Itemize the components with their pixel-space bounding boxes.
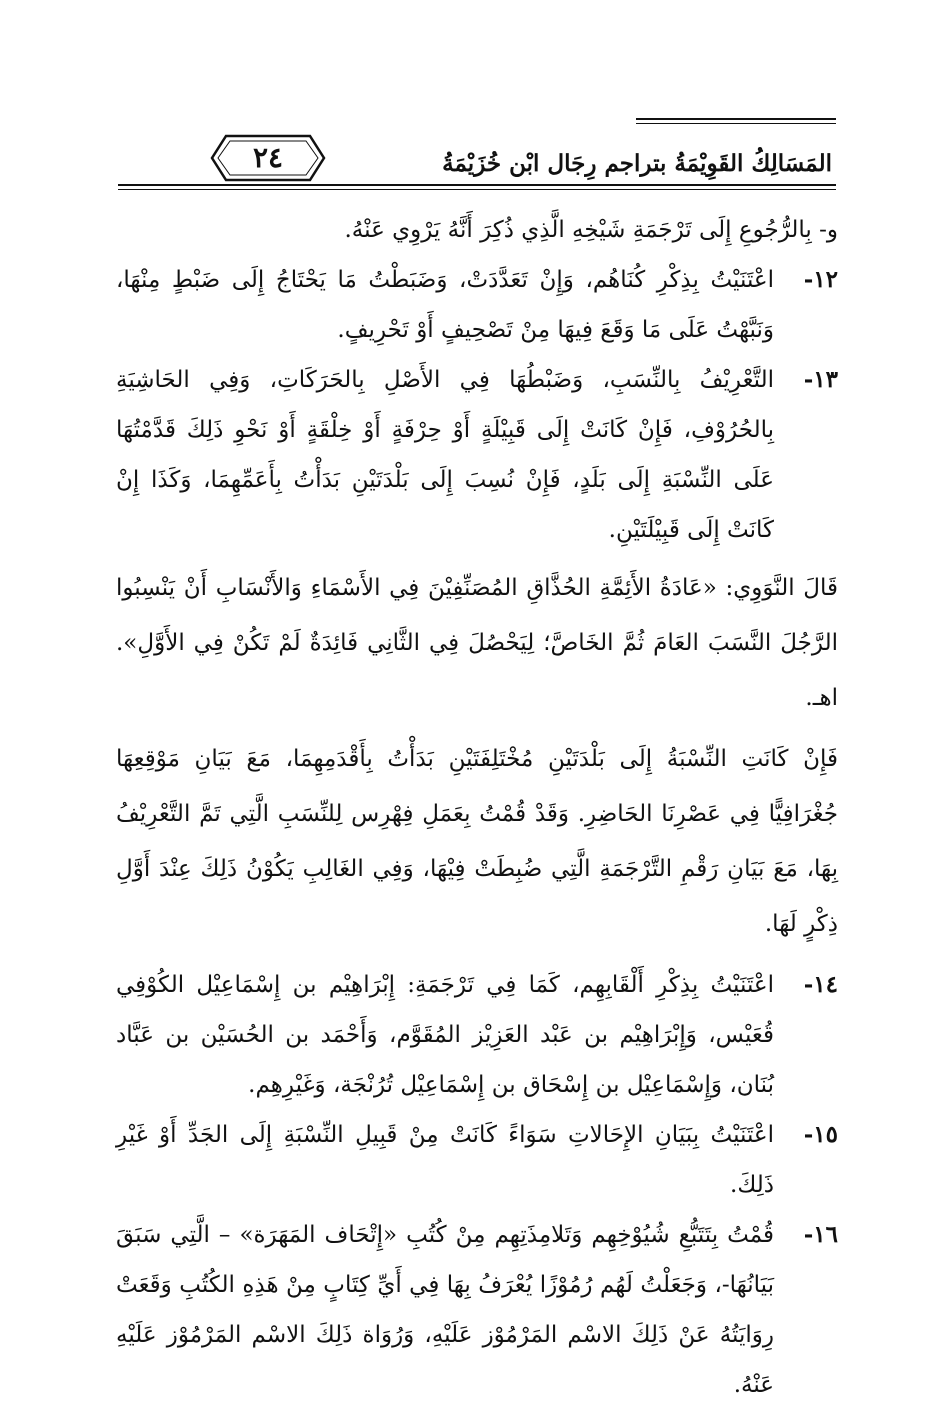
list-item-number: ١٢- [803, 266, 838, 293]
list-item-text: اعْتَنَيْتُ بِبَيَانِ الإِحَالاتِ سَوَاءً كَانَتْ مِنْ قَبِيلِ النِّسْبَةِ إِلَى الجَدِّ أَوْ غَيْرِ ذَلِكَ. [116, 1122, 774, 1198]
list-item-number: ١٣- [803, 366, 838, 393]
header-rule-top [636, 118, 836, 120]
quote-paragraph: قَالَ النَّوَوِي: «عَادَةُ الأَئِمَّةِ الحُذَّاقِ المُصَنِّفِيْنَ فِي الأَسْمَاءِ وَالأَنْسَابِ أَنْ يَنْسِبُوا الرَّجُلَ النَّسَبَ العَامَ ثُمَّ الخَاصَّ؛ لِيَحْصُلَ فِي الثَّانِي فَائِدَةٌ لَمْ تَكُنْ فِي الأَوَّلِ». اهـ. [116, 575, 838, 711]
list-item [116, 355, 838, 555]
list-item-number: ١٥- [803, 1121, 838, 1148]
list-item-text: التَّعْرِيْفُ بِالنِّسَبِ، وَضَبْطُهَا فِي الأَصْلِ بِالحَرَكَاتِ، وَفِي الحَاشِيَةِ بِالحُرُوْفِ، فَإِنْ كَانَتْ إِلَى قَبِيْلَةٍ أَوْ حِرْفَةٍ أَوْ خِلْقَةٍ أَوْ نَحْوِ ذَلِكَ قَدَّمْتُهَا عَلَى النِّسْبَةِ إِلَى بَلَدٍ، فَإِنْ نُسِبَ إِلَى بَلْدَتَيْنِ بَدَأْتُ بِأَعَمِّهِمَا، وَكَذَا إِنْ كَانَتْ إِلَى قَبِيْلَتَيْنِ. [116, 367, 774, 543]
running-title: المَسَالِكُ القَوِيْمَةُ بتراجم رِجَال ابْن خُزَيْمَةُ [442, 150, 832, 177]
header-rule-bottom [118, 184, 836, 186]
list-item [116, 205, 838, 255]
list-item [116, 960, 838, 1110]
page-body [116, 205, 838, 1410]
list-item [116, 255, 838, 355]
page-header [118, 112, 836, 202]
page-number-badge [208, 132, 328, 184]
header-rule-bottom-thin [118, 189, 836, 190]
list-item-text: اعْتَنَيْتُ بِذِكْرِ كُنَاهُم، وَإِنْ تَعَدَّدَتْ، وَضَبَطْتُ مَا يَحْتَاجُ إِلَى ضَبْطٍ مِنْهَا، وَنَبَّهْتُ عَلَى مَا وَقَعَ فِيهَا مِنْ تَصْحِيفٍ أَوْ تَحْرِيفٍ. [116, 267, 774, 343]
list-item-text: قُمْتُ بِتَتَبُّعِ شُيُوْخِهِم وَتَلامِذَتِهِم مِنْ كُتُبِ «إِتْحَاف المَهَرَة» – الَّتِي سَبَقَ بَيَانُهَا-، وَجَعَلْتُ لَهُم رُمُوْزًا يُعْرَفُ بِهَا فِي أَيِّ كِتَابٍ مِنْ هَذِهِ الكُتُبِ وَقَعَتْ رِوَايَتُهُ عَنْ ذَلِكَ الاسْم المَرْمُوْز عَلَيْهِ، وَرُوَاة ذَلِكَ الاسْم المَرْمُوْز عَلَيْهِ عَنْهُ. [116, 1222, 774, 1398]
list-item-text: اعْتَنَيْتُ بِذِكْرِ أَلْقَابِهِم، كَمَا فِي تَرْجَمَةِ: إِبْرَاهِيْم بن إِسْمَاعِيْل الكُوْفِي قُعَيْس، وَإِبْرَاهِيْم بن عَبْد العَزِيْز المُقَوَّم، وَأَحْمَد بن الحُسَيْن بن عَبَّاد بُنَان، وَإِسْمَاعِيْل بن إِسْحَاق بن إِسْمَاعِيْل تُرُنْجَة، وَغَيْرِهِم. [116, 972, 774, 1098]
list-item [116, 1210, 838, 1410]
body-paragraph: فَإِنْ كَانَتِ النِّسْبَةُ إِلَى بَلْدَتَيْنِ مُخْتَلِفَتَيْنِ بَدَأْتُ بِأَقْدَمِهِمَا، مَعَ بَيَانِ مَوْقِعِهَا جُغْرَافِيًّا فِي عَصْرِنَا الحَاضِرِ. وَقَدْ قُمْتُ بِعَمَلِ فِهْرِس لِلنِّسَبِ الَّتِي تَمَّ التَّعْرِيْفُ بِهَا، مَعَ بَيَانِ رَقْمِ التَّرْجَمَةِ الَّتِي ضُبِطَتْ فِيْهَا، وَفِي الغَالِبِ يَكُوْنُ ذَلِكَ عِنْدَ أَوَّلِ ذِكْرٍ لَهَا. [116, 746, 839, 937]
list-item-number: ١٦- [803, 1221, 838, 1248]
header-rule-top-thin [636, 123, 836, 124]
list-item-number: ١٤- [803, 971, 838, 998]
page-number: ٢٤ [252, 141, 284, 174]
list-item [116, 1110, 838, 1210]
list-item-text: و- بِالرُّجُوعِ إِلَى تَرْجَمَةِ شَيْخِهِ الَّذِي ذُكِرَ أَنَّهُ يَرْوِي عَنْهُ. [344, 217, 838, 243]
